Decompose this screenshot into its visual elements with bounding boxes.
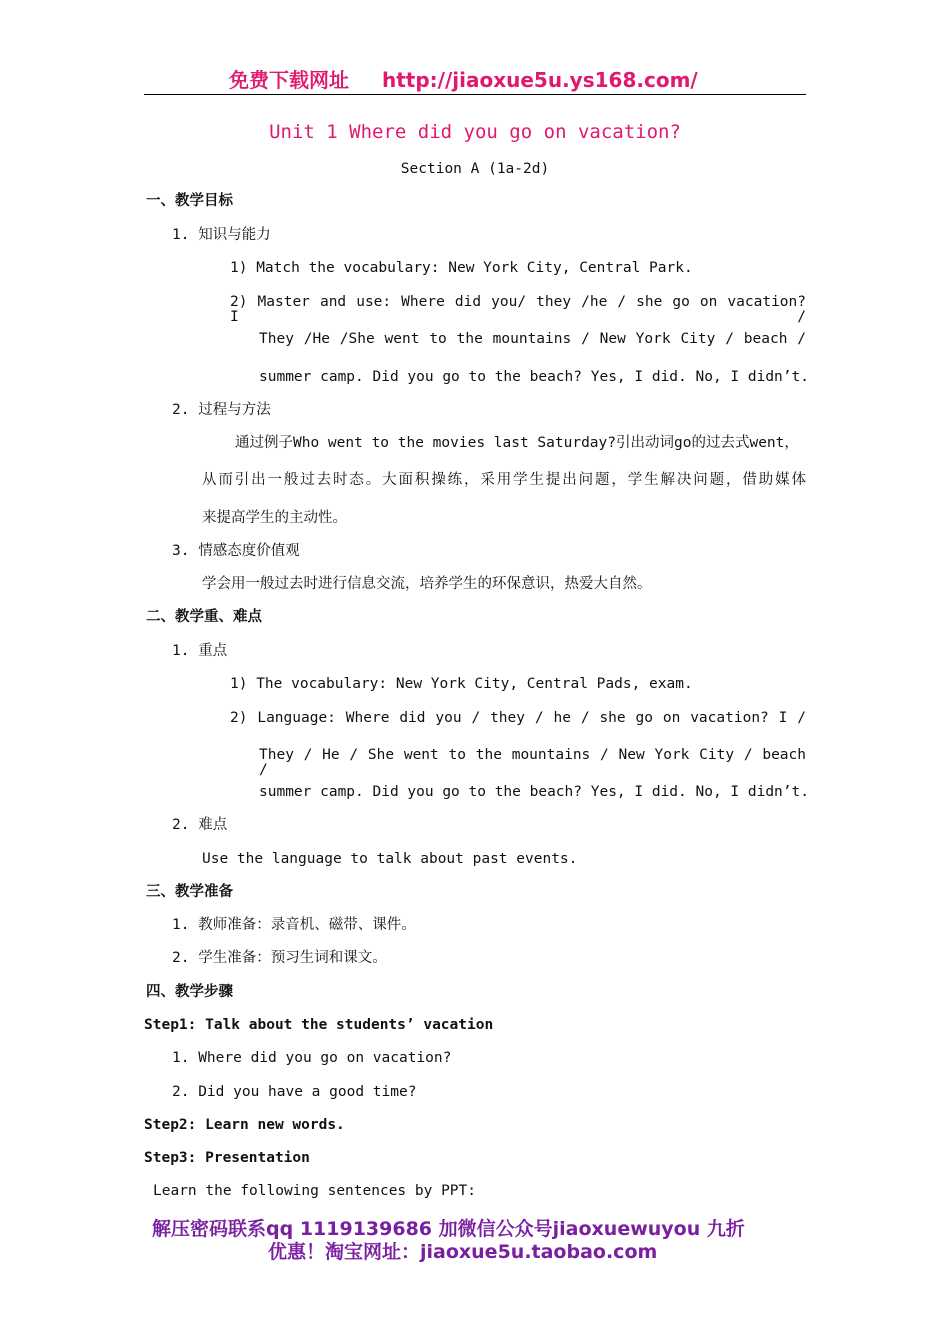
s3-item-2: 2. 学生准备：预习生词和课文。 bbox=[172, 950, 387, 966]
section-1-heading: 一、教学目标 bbox=[146, 193, 233, 209]
footer-line-2: 优惠！淘宝网址：jiaoxue5u.taobao.com bbox=[268, 1241, 658, 1263]
document-subtitle: Section A (1a-2d) bbox=[400, 161, 550, 177]
step-1-question-1: 1. Where did you go on vacation? bbox=[172, 1050, 452, 1066]
s2-item-2-para-1: Use the language to talk about past events. bbox=[202, 851, 578, 867]
header-divider bbox=[144, 94, 806, 95]
header-label: 免费下载网址 bbox=[229, 68, 349, 92]
step-1-question-2: 2. Did you have a good time? bbox=[172, 1084, 417, 1100]
footer-line-1: 解压密码联系qq 1119139686 加微信公众号jiaoxuewuyou 九折 bbox=[152, 1218, 745, 1240]
s3-item-1: 1. 教师准备：录音机、磁带、课件。 bbox=[172, 917, 416, 933]
s2-item-1-2-line-c: summer camp. Did you go to the beach? Yes, I did. No, I didn’t. bbox=[259, 784, 809, 800]
s1-item-2-para-2: 从而引出一般过去时态。大面积操练，采用学生提出问题，学生解决问题，借助媒体 bbox=[202, 472, 806, 488]
section-2-heading: 二、教学重、难点 bbox=[146, 609, 262, 625]
s1-item-2-para-3: 来提高学生的主动性。 bbox=[202, 510, 347, 526]
s2-item-1-2-line-b: They / He / She went to the mountains / New York City / beach / bbox=[259, 747, 806, 778]
s2-item-2-heading: 2. 难点 bbox=[172, 817, 228, 833]
header-url[interactable]: http://jiaoxue5u.ys168.com/ bbox=[382, 68, 698, 92]
s1-item-2-para-1: 通过例子Who went to the movies last Saturday?引出动词go的过去式went， bbox=[235, 435, 799, 451]
s1-item-1-1: 1) Match the vocabulary: New York City, Central Park. bbox=[230, 260, 693, 276]
step-3-para-1: Learn the following sentences by PPT: bbox=[153, 1183, 477, 1199]
s1-item-1-2-line-b: They /He /She went to the mountains / New York City / beach / bbox=[259, 331, 806, 347]
s1-item-3-heading: 3. 情感态度价值观 bbox=[172, 543, 300, 559]
step-2-heading: Step2: Learn new words. bbox=[144, 1117, 345, 1133]
section-4-heading: 四、教学步骤 bbox=[146, 984, 233, 1000]
s2-item-1-heading: 1. 重点 bbox=[172, 643, 228, 659]
s1-item-2-heading: 2. 过程与方法 bbox=[172, 402, 271, 418]
document-title: Unit 1 Where did you go on vacation? bbox=[269, 121, 681, 143]
section-3-heading: 三、教学准备 bbox=[146, 884, 233, 900]
s1-item-3-para-1: 学会用一般过去时进行信息交流，培养学生的环保意识，热爱大自然。 bbox=[202, 576, 652, 592]
step-1-heading: Step1: Talk about the students’ vacation bbox=[144, 1017, 494, 1033]
s2-item-1-2-line-a: 2) Language: Where did you / they / he / she go on vacation? I / bbox=[230, 710, 806, 726]
s1-item-1-2-line-a: 2) Master and use: Where did you/ they /he / she go on vacation? I / bbox=[230, 294, 806, 325]
s2-item-1-1: 1) The vocabulary: New York City, Central Pads, exam. bbox=[230, 676, 693, 692]
s1-item-1-2-line-c: summer camp. Did you go to the beach? Yes, I did. No, I didn’t. bbox=[259, 369, 809, 385]
step-3-heading: Step3: Presentation bbox=[144, 1150, 310, 1166]
s1-item-1-heading: 1. 知识与能力 bbox=[172, 227, 271, 243]
